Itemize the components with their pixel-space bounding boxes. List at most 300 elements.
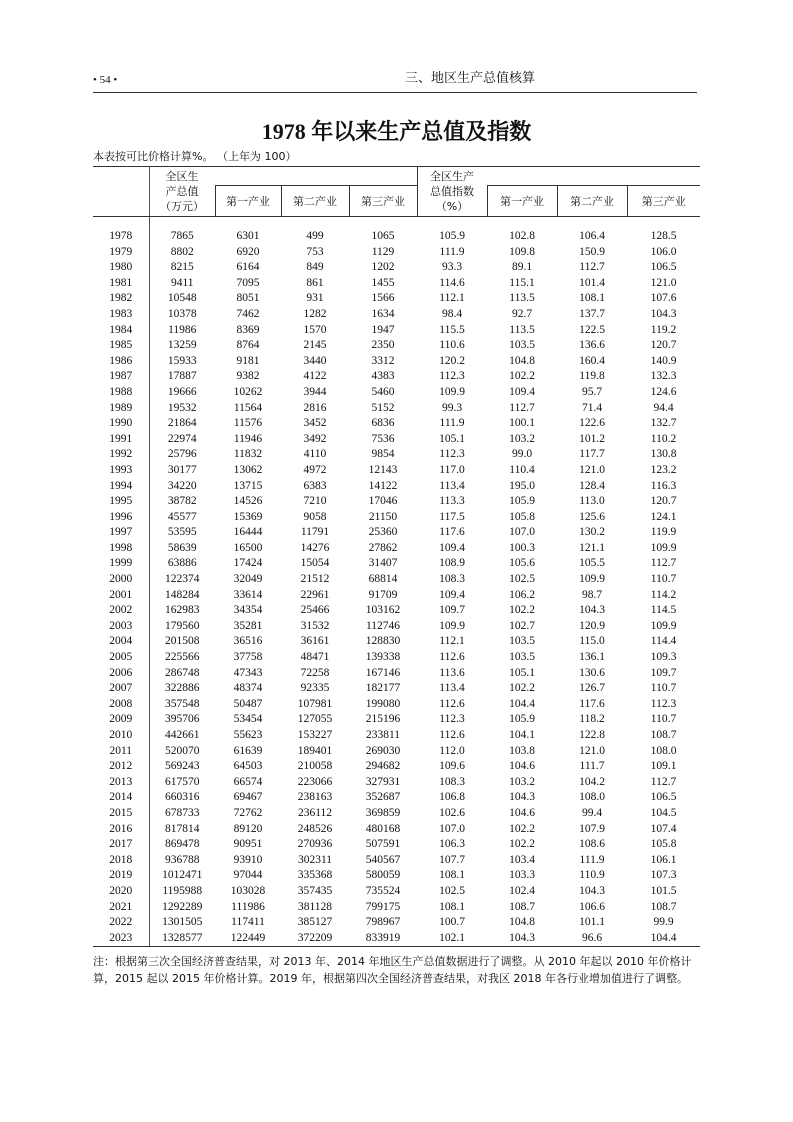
value-cell: 7536 [371, 432, 395, 445]
table-row [93, 276, 700, 292]
year-cell: 1978 [109, 230, 133, 242]
value-cell: 372209 [281, 931, 349, 947]
table-row [93, 432, 700, 448]
value-cell: 101.5 [650, 884, 677, 897]
value-cell: 931 [306, 292, 324, 305]
value-cell: 10262 [233, 385, 263, 398]
value-cell: 48374 [233, 682, 263, 695]
value-cell: 109.9 [439, 385, 465, 398]
value-cell: 118.2 [579, 713, 605, 726]
value-cell: 104.6 [509, 806, 535, 819]
value-cell: 111.7 [579, 760, 605, 773]
value-cell: 102.6 [439, 806, 465, 819]
value-cell: 108.7 [509, 900, 535, 913]
value-cell: 395706 [149, 712, 215, 728]
footnote: 注：根据第三次全国经济普查结果，对 2013 年、2014 年地区生产总值数据进行了调整。从 2010 年起以 2010 年价格计算，2015 起以 2015 年价格计算。2019 年，根据第四次全国经济普查结果，对我区 2018 年各行业增加值进行了调整。 [93, 955, 692, 985]
table-row [93, 619, 700, 635]
value-cell: 162983 [149, 603, 215, 619]
value-cell: 617570 [149, 775, 215, 791]
value-cell: 47343 [233, 666, 263, 679]
value-cell: 96.6 [557, 931, 627, 947]
page-number: • 54 • [93, 74, 118, 86]
value-cell: 121.0 [579, 463, 605, 476]
value-cell: 15933 [149, 354, 215, 370]
value-cell: 1292289 [149, 900, 215, 916]
value-cell: 128.5 [650, 230, 677, 242]
value-cell: 335368 [297, 869, 333, 882]
value-cell: 106.3 [439, 838, 465, 851]
table-row [93, 385, 700, 401]
value-cell: 167146 [365, 666, 401, 679]
value-cell: 116.3 [650, 479, 677, 492]
table-row [93, 245, 700, 261]
value-cell: 103.2 [509, 775, 535, 788]
value-cell: 114.6 [439, 276, 465, 289]
value-cell: 112.1 [439, 292, 465, 305]
value-cell: 69467 [233, 791, 263, 804]
value-cell: 11832 [233, 448, 263, 461]
value-cell: 137.7 [579, 307, 605, 320]
value-cell: 22974 [149, 432, 215, 448]
table-row [93, 822, 700, 838]
value-cell: 68814 [368, 573, 398, 586]
page-title: 1978 年以来生产总值及指数 [261, 119, 532, 144]
value-cell: 64503 [233, 760, 263, 773]
value-cell: 111986 [231, 900, 265, 913]
value-cell: 104.6 [509, 760, 535, 773]
value-cell: 35281 [233, 619, 263, 632]
year-cell: 2017 [109, 838, 133, 851]
value-cell: 55623 [233, 729, 263, 741]
table-row [93, 712, 700, 728]
value-cell: 113.5 [509, 323, 535, 336]
value-cell: 102.4 [509, 884, 535, 897]
value-cell: 9411 [149, 276, 215, 292]
table-row [93, 572, 700, 588]
value-cell: 112.7 [579, 261, 605, 274]
value-cell: 71.4 [581, 401, 603, 414]
value-cell: 117.6 [579, 697, 605, 710]
value-cell: 1065 [371, 230, 395, 242]
value-cell: 105.6 [509, 557, 535, 570]
value-cell: 8764 [236, 339, 260, 352]
value-cell: 21512 [300, 573, 330, 586]
value-cell: 101.1 [579, 916, 605, 929]
value-cell: 102.7 [509, 619, 535, 632]
value-cell: 102.2 [509, 822, 535, 835]
value-cell: 107.4 [650, 822, 677, 835]
value-cell: 735524 [365, 884, 401, 897]
value-cell: 106.1 [650, 853, 677, 866]
table-row [93, 931, 700, 947]
year-cell: 1980 [109, 261, 133, 274]
value-cell: 93.3 [441, 261, 463, 274]
value-cell: 13715 [233, 479, 263, 492]
year-cell: 1981 [109, 276, 133, 289]
value-cell: 105.9 [509, 495, 535, 508]
value-cell: 91709 [368, 588, 398, 601]
value-cell: 105.8 [509, 510, 535, 523]
value-cell: 61639 [233, 744, 263, 757]
value-cell: 520070 [149, 744, 215, 760]
value-cell: 128830 [365, 635, 401, 648]
table-row [93, 525, 700, 541]
value-cell: 817814 [149, 822, 215, 838]
value-cell: 106.8 [439, 791, 465, 804]
value-cell: 2145 [303, 339, 327, 352]
year-cell: 2015 [109, 806, 133, 819]
table-row [93, 369, 700, 385]
value-cell: 107.6 [650, 292, 677, 305]
year-cell: 2005 [109, 651, 133, 664]
value-cell: 1195988 [149, 884, 215, 900]
value-cell: 480168 [365, 822, 401, 835]
value-cell: 66574 [233, 775, 263, 788]
value-cell: 45577 [149, 510, 215, 526]
table-row [93, 588, 700, 604]
year-cell: 2019 [109, 869, 133, 882]
value-cell: 109.8 [509, 245, 535, 258]
value-cell: 104.4 [509, 697, 535, 710]
value-cell: 101.2 [579, 432, 605, 445]
value-cell: 120.7 [650, 339, 677, 352]
value-cell: 269030 [365, 744, 401, 757]
value-cell: 25796 [149, 447, 215, 463]
value-cell: 327931 [365, 775, 401, 788]
value-cell: 507591 [365, 838, 401, 851]
value-cell: 14276 [300, 541, 330, 554]
value-cell: 110.9 [579, 869, 605, 882]
value-cell: 1328577 [149, 931, 215, 947]
table-row [93, 666, 700, 682]
value-cell: 114.4 [650, 635, 677, 648]
value-cell: 112.6 [439, 651, 465, 664]
value-cell: 381128 [297, 900, 333, 913]
table-row [93, 291, 700, 307]
table-row [93, 759, 700, 775]
value-cell: 8369 [236, 323, 260, 336]
value-cell: 8215 [149, 260, 215, 276]
value-cell: 132.7 [650, 417, 677, 430]
value-cell: 195.0 [509, 479, 535, 492]
value-cell: 102.2 [509, 370, 535, 383]
year-cell: 1979 [109, 245, 133, 258]
value-cell: 112.3 [439, 448, 465, 461]
value-cell: 100.7 [439, 916, 465, 929]
value-cell: 117.6 [439, 526, 465, 539]
value-cell: 109.4 [509, 385, 535, 398]
value-cell: 1947 [371, 323, 395, 336]
col-primary-gdp: 第一产业 [215, 186, 281, 217]
year-cell: 2002 [109, 604, 133, 617]
value-cell: 107.0 [439, 822, 465, 835]
table-row [93, 900, 700, 916]
value-cell: 110.7 [650, 682, 677, 695]
value-cell: 108.9 [439, 557, 465, 570]
value-cell: 99.0 [511, 448, 533, 461]
value-cell: 17424 [233, 557, 263, 570]
value-cell: 11564 [233, 401, 263, 414]
value-cell: 105.8 [650, 838, 677, 851]
value-cell: 99.4 [581, 806, 603, 819]
value-cell: 48471 [300, 651, 330, 664]
value-cell: 1455 [371, 276, 395, 289]
year-cell: 1999 [109, 557, 133, 570]
year-cell: 2009 [109, 713, 133, 726]
value-cell: 233811 [365, 729, 401, 741]
value-cell: 1570 [303, 323, 327, 336]
value-cell: 50487 [233, 697, 263, 710]
value-cell: 10548 [149, 291, 215, 307]
value-cell: 108.0 [579, 791, 605, 804]
value-cell: 286748 [149, 666, 215, 682]
value-cell: 11576 [233, 417, 263, 430]
value-cell: 110.4 [509, 463, 535, 476]
value-cell: 107.9 [579, 822, 605, 835]
value-cell: 3944 [303, 385, 327, 398]
value-cell: 16500 [233, 541, 263, 554]
table-row [93, 790, 700, 806]
value-cell: 106.0 [650, 245, 677, 258]
year-cell: 1989 [109, 401, 133, 414]
value-cell: 115.1 [509, 276, 535, 289]
value-cell: 580059 [365, 869, 401, 882]
value-cell: 1301505 [149, 915, 215, 931]
value-cell: 119.2 [650, 323, 677, 336]
value-cell: 179560 [149, 619, 215, 635]
value-cell: 98.7 [581, 588, 603, 601]
value-cell: 182177 [365, 682, 401, 695]
value-cell: 8802 [149, 245, 215, 261]
value-cell: 112.3 [650, 697, 677, 710]
value-cell: 103162 [365, 604, 401, 617]
value-cell: 869478 [149, 837, 215, 853]
table-body [93, 217, 700, 947]
value-cell: 140.9 [650, 354, 677, 367]
value-cell: 109.1 [650, 760, 677, 773]
value-cell: 106.6 [579, 900, 605, 913]
value-cell: 105.9 [439, 230, 465, 242]
value-cell: 105.5 [579, 557, 605, 570]
value-cell: 21864 [149, 416, 215, 432]
value-cell: 124.6 [650, 385, 677, 398]
value-cell: 442661 [149, 728, 215, 744]
value-cell: 132.3 [650, 370, 677, 383]
value-cell: 112.3 [439, 713, 465, 726]
value-cell: 99.3 [441, 401, 463, 414]
value-cell: 103.5 [509, 635, 535, 648]
table-row [93, 260, 700, 276]
year-cell: 2006 [109, 666, 133, 679]
value-cell: 5460 [371, 385, 395, 398]
value-cell: 31407 [368, 557, 398, 570]
value-cell: 94.4 [653, 401, 674, 414]
value-cell: 122.5 [579, 323, 605, 336]
value-cell: 17887 [149, 369, 215, 385]
table-row [93, 510, 700, 526]
table-row [93, 479, 700, 495]
value-cell: 3440 [303, 354, 327, 367]
year-cell: 1997 [109, 526, 133, 539]
value-cell: 112746 [365, 619, 401, 632]
value-cell: 369859 [365, 806, 401, 819]
value-cell: 37758 [233, 651, 263, 664]
value-cell: 104.3 [579, 604, 605, 617]
value-cell: 14122 [368, 479, 398, 492]
value-cell: 4122 [303, 370, 327, 383]
value-cell: 6383 [303, 479, 327, 492]
value-cell: 112.0 [439, 744, 465, 757]
year-cell: 1983 [109, 307, 133, 320]
value-cell: 6164 [236, 261, 260, 274]
value-cell: 58639 [149, 541, 215, 557]
index-header [417, 167, 487, 217]
value-cell: 104.2 [579, 775, 605, 788]
value-cell: 110.7 [650, 573, 677, 586]
year-cell: 2008 [109, 697, 133, 710]
year-cell: 1992 [109, 448, 133, 461]
value-cell: 92.7 [511, 307, 533, 320]
value-cell: 119.9 [650, 526, 677, 539]
table-row [93, 806, 700, 822]
value-cell: 102.2 [509, 682, 535, 695]
table-row [93, 650, 700, 666]
year-cell: 1987 [109, 370, 133, 383]
value-cell: 121.0 [579, 744, 605, 757]
running-header [93, 70, 697, 93]
value-cell: 112.7 [650, 775, 677, 788]
value-cell: 102.2 [509, 604, 535, 617]
table-row [93, 401, 700, 417]
value-cell: 2350 [371, 339, 395, 352]
value-cell: 128.4 [579, 479, 605, 492]
value-cell: 7210 [303, 495, 327, 508]
value-cell: 13062 [233, 463, 263, 476]
value-cell: 110.2 [650, 432, 677, 445]
value-cell: 119.8 [579, 370, 605, 383]
value-cell: 238163 [297, 791, 333, 804]
value-cell: 130.6 [579, 666, 605, 679]
value-cell: 113.4 [439, 682, 465, 695]
table-row [93, 307, 700, 323]
value-cell: 112.6 [439, 729, 465, 741]
year-cell: 2020 [109, 884, 133, 897]
value-cell: 236112 [297, 806, 333, 819]
value-cell: 3312 [371, 354, 395, 367]
value-cell: 1202 [371, 261, 395, 274]
value-cell: 104.4 [627, 931, 700, 947]
value-cell: 107.7 [439, 853, 465, 866]
value-cell: 12143 [368, 463, 398, 476]
value-cell: 6301 [236, 230, 260, 242]
value-cell: 660316 [149, 790, 215, 806]
value-cell: 120.7 [650, 495, 677, 508]
value-cell: 121.0 [650, 276, 677, 289]
value-cell: 104.5 [650, 806, 677, 819]
value-cell: 294682 [365, 760, 401, 773]
value-cell: 99.9 [653, 916, 674, 929]
table-row [93, 323, 700, 339]
value-cell: 160.4 [579, 354, 605, 367]
value-cell: 270936 [297, 838, 333, 851]
value-cell: 72258 [300, 666, 330, 679]
value-cell: 14526 [233, 495, 263, 508]
value-cell: 22961 [300, 588, 330, 601]
value-cell: 108.3 [439, 573, 465, 586]
year-cell: 2014 [109, 791, 133, 804]
value-cell: 21150 [368, 510, 398, 523]
value-cell: 136.1 [579, 651, 605, 664]
value-cell: 25466 [300, 604, 330, 617]
value-cell: 569243 [149, 759, 215, 775]
table-row [93, 556, 700, 572]
value-cell: 90951 [233, 838, 263, 851]
value-cell: 102.5 [439, 884, 465, 897]
value-cell: 111.9 [579, 853, 605, 866]
value-cell: 72762 [233, 806, 263, 819]
value-cell: 103028 [230, 884, 266, 897]
value-cell: 1634 [371, 307, 395, 320]
table-row [93, 915, 700, 931]
value-cell: 95.7 [581, 385, 603, 398]
value-cell: 130.2 [579, 526, 605, 539]
value-cell: 109.4 [439, 541, 465, 554]
value-cell: 104.3 [487, 931, 557, 947]
value-cell: 108.1 [439, 900, 465, 913]
value-cell: 117.5 [439, 510, 465, 523]
value-cell: 106.4 [579, 230, 605, 242]
year-cell: 1986 [109, 354, 133, 367]
value-cell: 357435 [297, 884, 333, 897]
value-cell: 63886 [149, 556, 215, 572]
table-row [93, 463, 700, 479]
value-cell: 117.7 [579, 448, 605, 461]
value-cell: 112.6 [439, 697, 465, 710]
year-cell: 2003 [109, 619, 133, 632]
value-cell: 111.9 [439, 417, 465, 430]
table-row [93, 728, 700, 744]
value-cell: 108.1 [579, 292, 605, 305]
value-cell: 385127 [297, 916, 333, 929]
value-cell: 102.1 [417, 931, 487, 947]
table-row [93, 494, 700, 510]
col-primary-index: 第一产业 [487, 186, 557, 217]
year-cell: 2010 [109, 729, 133, 741]
year-cell: 2011 [109, 744, 133, 757]
value-cell: 34220 [149, 479, 215, 495]
value-cell: 189401 [297, 744, 333, 757]
value-cell: 3492 [303, 432, 327, 445]
value-cell: 4110 [303, 448, 327, 461]
year-cell: 1990 [109, 417, 133, 430]
year-cell: 2018 [109, 853, 133, 866]
table-row [93, 853, 700, 869]
value-cell: 125.6 [579, 510, 605, 523]
value-cell: 108.7 [650, 900, 677, 913]
table-row [93, 541, 700, 557]
value-cell: 833919 [349, 931, 417, 947]
gdp-table [93, 166, 700, 947]
value-cell: 19666 [149, 385, 215, 401]
value-cell: 4383 [371, 370, 395, 383]
year-cell: 1985 [109, 339, 133, 352]
value-cell: 798967 [365, 916, 401, 929]
value-cell: 104.3 [650, 307, 677, 320]
year-cell: 1994 [109, 479, 133, 492]
year-cell: 2022 [109, 916, 133, 929]
value-cell: 100.3 [509, 541, 535, 554]
value-cell: 17046 [368, 495, 398, 508]
